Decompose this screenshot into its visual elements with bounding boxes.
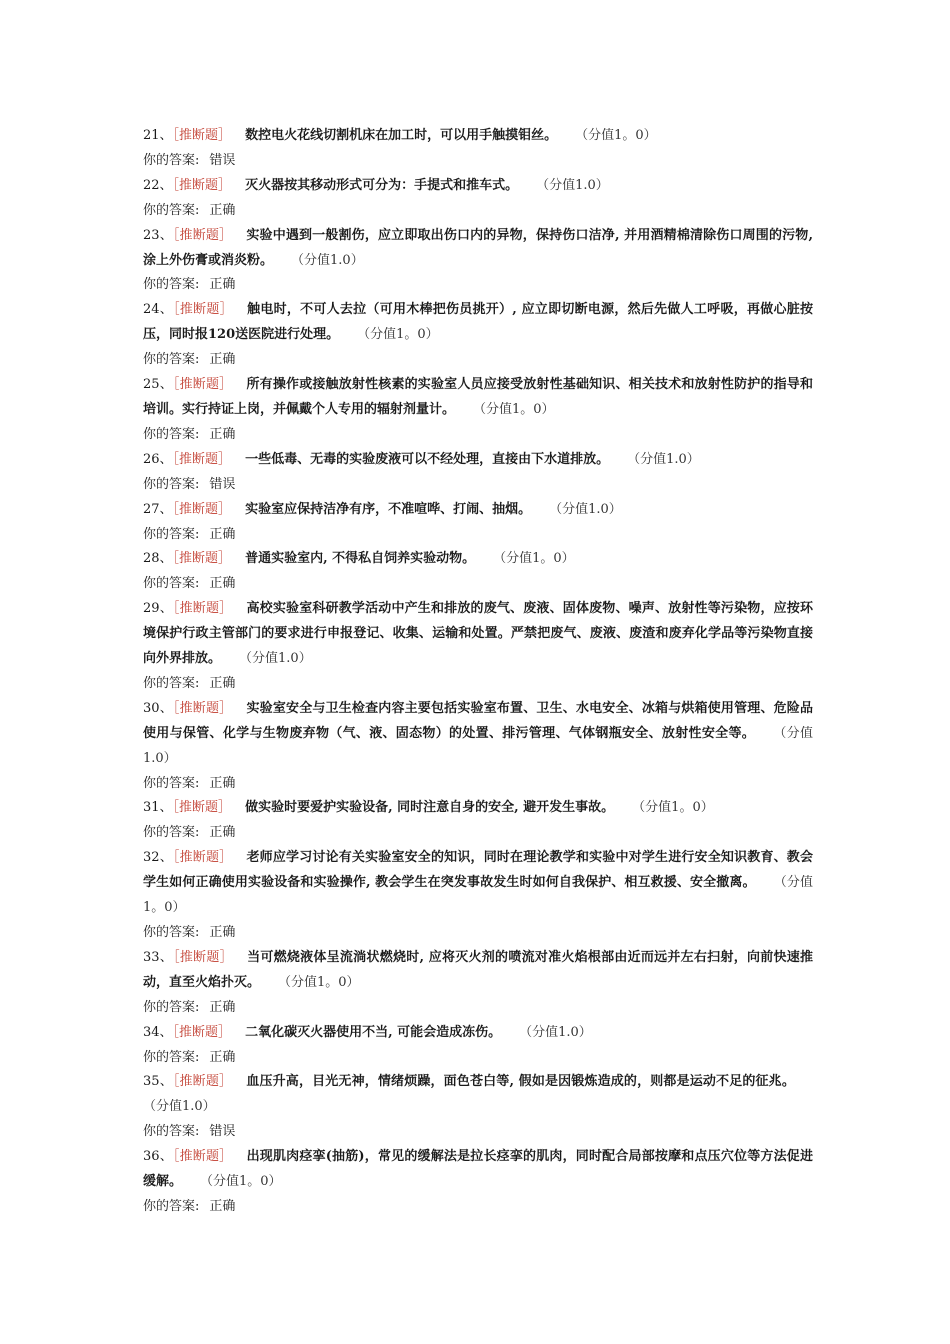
question-type-tag: ［推断题］ [172, 177, 232, 193]
answer-value: 正确 [209, 526, 236, 542]
question-line [143, 124, 813, 149]
question-line [143, 298, 813, 348]
question-line [143, 174, 813, 199]
answer-value: 正确 [209, 352, 236, 368]
question-type-tag: ［推断题］ [173, 302, 233, 318]
answer-line [143, 473, 813, 498]
question-text: 普通实验室内, 不得私自饲养实验动物。 [245, 551, 476, 567]
question-number: 35、 [143, 1074, 173, 1090]
question-type-tag: ［推断题］ [172, 601, 233, 617]
question-line [143, 946, 813, 996]
question-item [143, 846, 813, 946]
question-item [143, 697, 813, 797]
answer-label: 你的答案: [143, 1198, 200, 1214]
question-item [143, 1070, 813, 1145]
question-item [143, 547, 813, 597]
question-item [143, 1145, 813, 1220]
answer-line [143, 1195, 813, 1220]
answer-label: 你的答案: [143, 476, 200, 492]
question-line [143, 224, 813, 274]
answer-label: 你的答案: [143, 925, 200, 940]
question-score: （分值1。0） [632, 800, 714, 816]
answer-line [143, 672, 813, 697]
question-text: 一些低毒、无毒的实验废液可以不经处理，直接由下水道排放。 [245, 451, 610, 467]
answer-line [143, 523, 813, 548]
answer-label: 你的答案: [143, 1124, 200, 1140]
question-list [143, 124, 813, 1220]
question-number: 24、 [143, 302, 174, 318]
question-number: 26、 [143, 451, 173, 467]
question-score: （分值1。0） [357, 327, 439, 343]
question-type-tag: ［推断题］ [173, 949, 233, 965]
answer-value: 正确 [209, 1198, 236, 1214]
question-type-tag: ［推断题］ [172, 227, 233, 243]
answer-value: 正确 [209, 675, 236, 691]
question-type-tag: ［推断题］ [172, 451, 232, 467]
answer-line [143, 149, 813, 174]
question-type-tag: ［推断题］ [172, 377, 233, 393]
question-item [143, 448, 813, 498]
question-number: 21、 [143, 128, 173, 143]
question-line [143, 697, 813, 772]
question-item [143, 498, 813, 548]
answer-value: 正确 [209, 1049, 236, 1065]
question-type-tag: ［推断题］ [172, 700, 233, 716]
answer-label: 你的答案: [143, 675, 200, 691]
answer-value: 正确 [209, 426, 236, 442]
question-item [143, 174, 813, 224]
question-number: 34、 [143, 1024, 173, 1040]
question-score: （分值1.0） [239, 651, 312, 667]
answer-line [143, 996, 813, 1021]
question-number: 28、 [143, 551, 173, 567]
answer-value: 正确 [209, 999, 236, 1015]
question-item [143, 1021, 813, 1071]
question-score: （分值1。0） [575, 128, 657, 143]
question-type-tag: ［推断题］ [172, 501, 232, 517]
question-text: 实验室安全与卫生检查内容主要包括实验室布置、卫生、水电安全、冰箱与烘箱使用管理、危险品使用与保管、化学与生物废弃物（气、液、固态物）的处置、排污管理、气体钢瓶安全、放射性安全等。 [143, 700, 813, 741]
answer-line [143, 273, 813, 298]
question-score: （分值1。0） [473, 401, 555, 417]
answer-value: 错误 [209, 1124, 236, 1140]
question-number: 33、 [143, 949, 174, 965]
question-item [143, 597, 813, 697]
answer-line [143, 1120, 813, 1145]
answer-line [143, 423, 813, 448]
question-number: 22、 [143, 177, 173, 193]
question-line [143, 1070, 813, 1120]
question-line [143, 846, 813, 921]
question-score: （分值1.0） [627, 451, 700, 467]
question-text: 实验室应保持洁净有序，不准喧哗、打闹、抽烟。 [245, 501, 532, 517]
question-text: 触电时，不可人去拉（可用木棒把伤员挑开）, 应立即切断电源，然后先做人工呼吸，再做心脏按压，同时报120送医院进行处理。 [143, 302, 813, 343]
question-text: 当可燃烧液体呈流淌状燃烧时, 应将灭火剂的喷流对准火焰根部由近而远并左右扫射，向前快速推动，直至火焰扑灭。 [143, 949, 813, 990]
question-type-tag: ［推断题］ [172, 128, 232, 143]
answer-label: 你的答案: [143, 999, 200, 1015]
question-score: （分值1.0） [143, 725, 813, 766]
answer-label: 你的答案: [143, 526, 200, 542]
question-number: 31、 [143, 800, 173, 816]
question-line [143, 1021, 813, 1046]
question-type-tag: ［推断题］ [172, 1024, 232, 1040]
question-score: （分值1。0） [278, 974, 360, 990]
question-item [143, 224, 813, 299]
question-number: 36、 [143, 1149, 173, 1165]
answer-label: 你的答案: [143, 576, 200, 592]
answer-label: 你的答案: [143, 352, 200, 368]
answer-value: 错误 [209, 476, 236, 492]
answer-value: 正确 [209, 825, 236, 841]
answer-value: 正确 [209, 925, 236, 940]
answer-label: 你的答案: [143, 202, 200, 218]
question-item [143, 298, 813, 373]
answer-label: 你的答案: [143, 152, 200, 168]
question-text: 灭火器按其移动形式可分为：手提式和推车式。 [245, 177, 519, 193]
answer-line [143, 921, 813, 946]
question-number: 32、 [143, 850, 173, 866]
answer-line [143, 199, 813, 224]
answer-value: 正确 [209, 202, 236, 218]
question-number: 29、 [143, 601, 173, 617]
question-score: （分值1.0） [536, 177, 609, 193]
question-score: （分值1.0） [549, 501, 622, 517]
question-line [143, 796, 813, 821]
answer-value: 正确 [209, 277, 236, 293]
question-line [143, 597, 813, 672]
answer-line [143, 348, 813, 373]
answer-label: 你的答案: [143, 426, 200, 442]
question-type-tag: ［推断题］ [172, 1149, 233, 1165]
answer-line [143, 821, 813, 846]
question-text: 血压升高，目光无神，情绪烦躁，面色苍白等, 假如是因锻炼造成的，则都是运动不足的征兆。 [246, 1074, 795, 1090]
answer-label: 你的答案: [143, 825, 200, 841]
question-text: 数控电火花线切割机床在加工时，可以用手触摸钼丝。 [245, 128, 558, 143]
question-line [143, 448, 813, 473]
answer-label: 你的答案: [143, 277, 200, 293]
answer-line [143, 772, 813, 797]
question-score: （分值1。0） [200, 1174, 282, 1190]
question-text: 实验中遇到一般割伤，应立即取出伤口内的异物，保持伤口洁净, 并用酒精棉清除伤口周围的污物, 涂上外伤膏或消炎粉。 [143, 227, 813, 268]
question-score: （分值1。0） [493, 551, 575, 567]
answer-value: 正确 [209, 775, 236, 791]
answer-label: 你的答案: [143, 775, 200, 791]
question-line [143, 547, 813, 572]
question-line [143, 373, 813, 423]
question-text: 老师应学习讨论有关实验室安全的知识，同时在理论教学和实验中对学生进行安全知识教育、教会学生如何正确使用实验设备和实验操作, 教会学生在突发事故发生时如何自我保护、相互救援、安全撤离。 [143, 850, 813, 891]
question-item [143, 796, 813, 846]
question-item [143, 946, 813, 1021]
question-type-tag: ［推断题］ [172, 551, 232, 567]
answer-label: 你的答案: [143, 1049, 200, 1065]
question-text: 做实验时要爱护实验设备, 同时注意自身的安全, 避开发生事故。 [245, 800, 615, 816]
question-type-tag: ［推断题］ [172, 1074, 233, 1090]
question-text: 所有操作或接触放射性核素的实验室人员应接受放射性基础知识、相关技术和放射性防护的指导和培训。实行持证上岗，并佩戴个人专用的辐射剂量计。 [143, 377, 813, 417]
question-score: （分值1.0） [519, 1024, 592, 1040]
question-text: 高校实验室科研教学活动中产生和排放的废气、废液、固体废物、噪声、放射性等污染物，应按环境保护行政主管部门的要求进行申报登记、收集、运输和处置。严禁把废气、废液、废渣和废弃化学品等污染物直接向外界排放。 [143, 601, 813, 667]
question-line [143, 1145, 813, 1195]
question-line [143, 498, 813, 523]
question-type-tag: ［推断题］ [172, 850, 233, 866]
answer-value: 错误 [209, 152, 236, 168]
question-number: 30、 [143, 700, 173, 716]
question-item [143, 373, 813, 448]
question-type-tag: ［推断题］ [172, 800, 232, 816]
answer-line [143, 1046, 813, 1071]
answer-value: 正确 [209, 576, 236, 592]
question-score: （分值1.0） [291, 252, 364, 268]
question-number: 27、 [143, 501, 173, 517]
answer-line [143, 572, 813, 597]
question-item [143, 124, 813, 174]
question-score: （分值1.0） [143, 1099, 216, 1115]
question-score: （分值1。0） [143, 875, 813, 916]
question-number: 23、 [143, 227, 173, 243]
question-text: 出现肌肉痉挛(抽筋)，常见的缓解法是拉长痉挛的肌肉，同时配合局部按摩和点压穴位等方法促进缓解。 [143, 1149, 813, 1190]
question-text: 二氧化碳灭火器使用不当, 可能会造成冻伤。 [245, 1024, 502, 1040]
question-number: 25、 [143, 377, 173, 393]
